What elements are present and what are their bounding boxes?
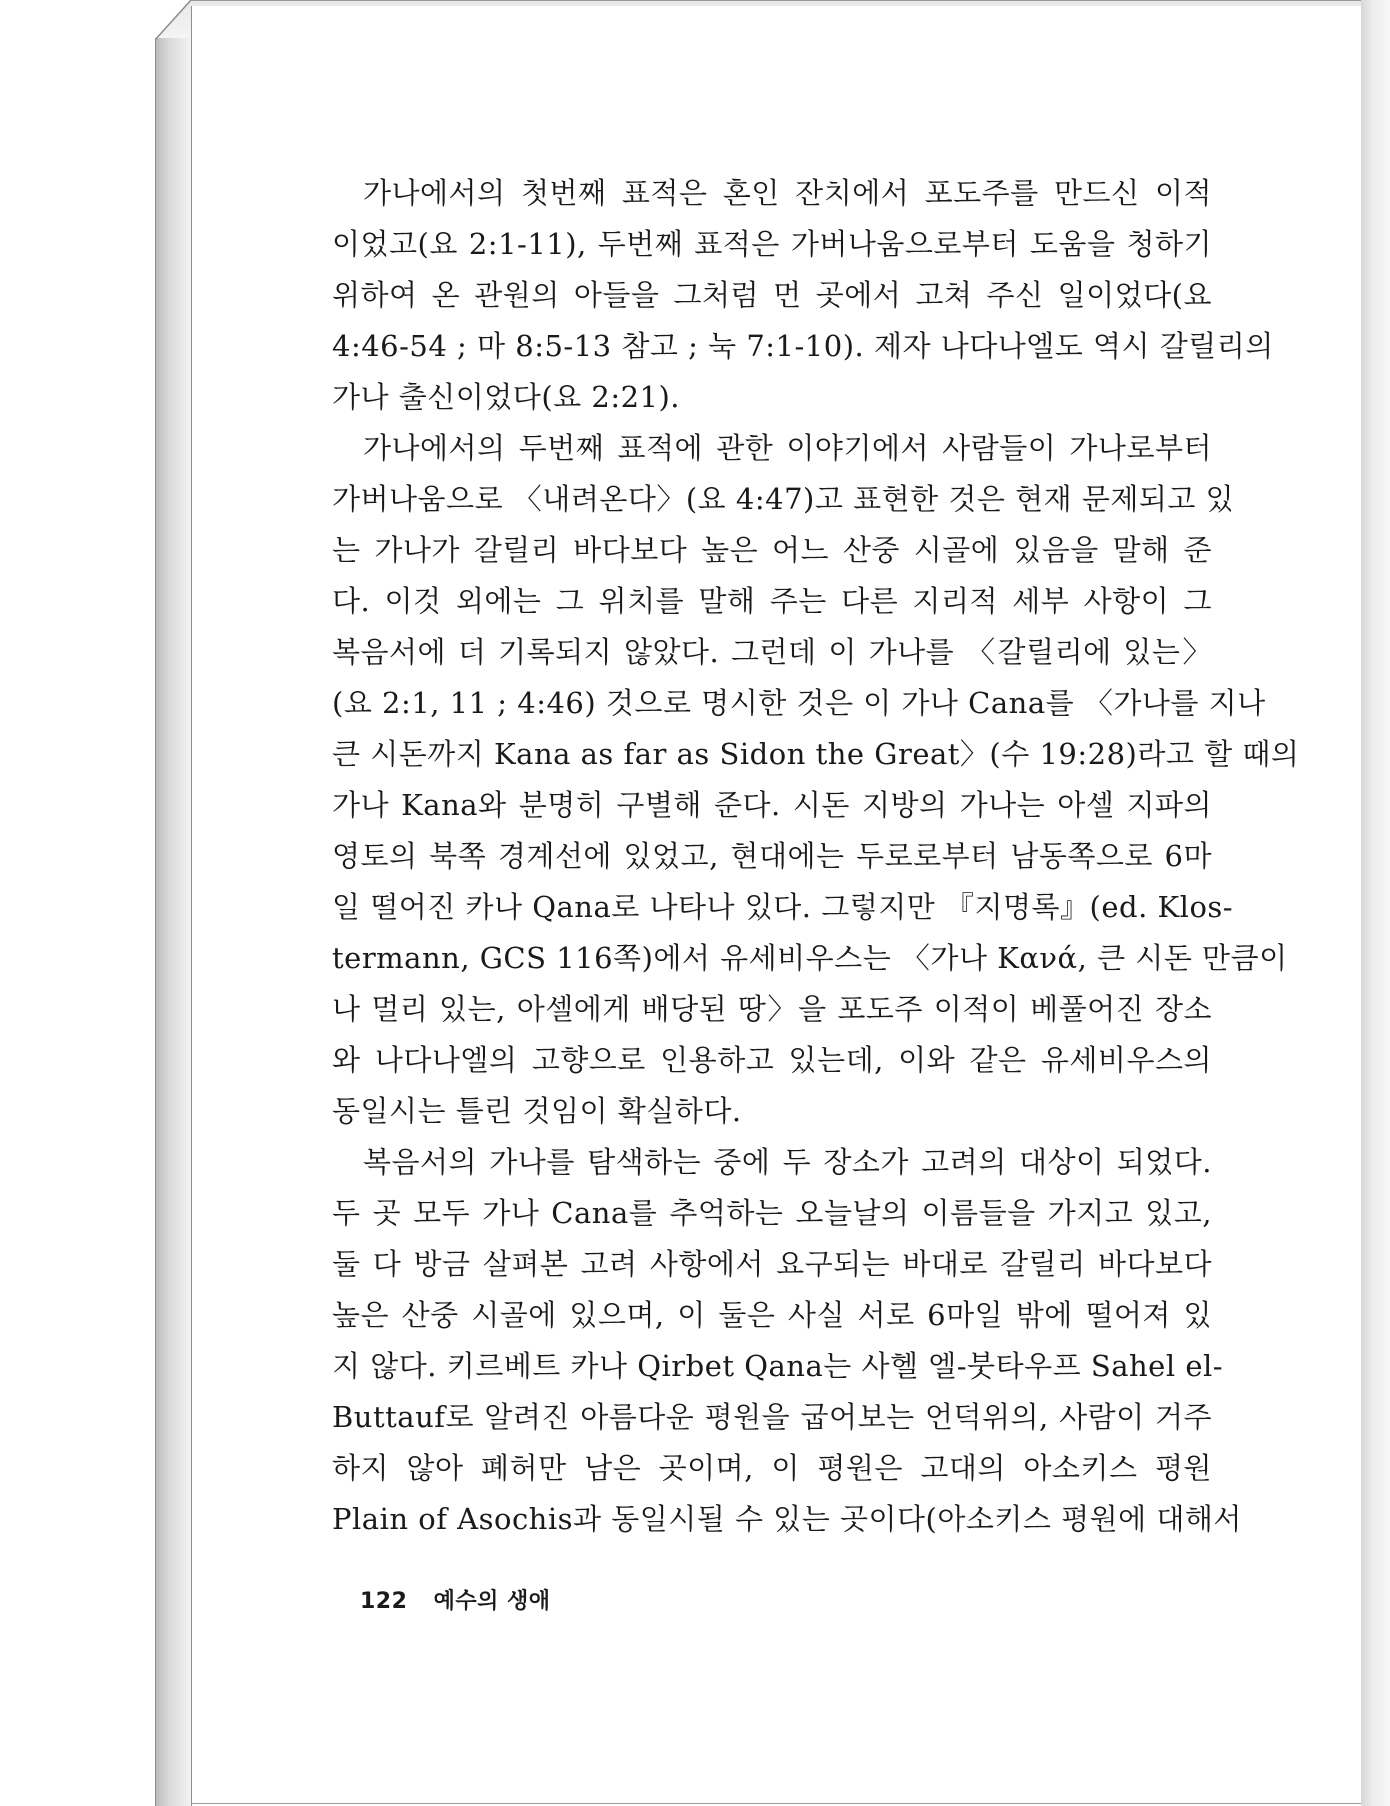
text-line: 지 않다. 키르베트 카나 Qirbet Qana는 사헬 엘-붓타우프 Sahel el- — [332, 1349, 1224, 1383]
text-line: Buttauf로 알려진 아름다운 평원을 굽어보는 언덕위의, 사람이 거주 — [332, 1400, 1212, 1434]
book-left-edge — [155, 38, 192, 1806]
paragraph — [332, 168, 1274, 423]
text-line: 가나 Kana와 분명히 구별해 준다. 시돈 지방의 가나는 아셀 지파의 — [332, 788, 1212, 822]
text-line: (요 2:1, 11 ; 4:46) 것으로 명시한 것은 이 가나 Cana를 〈가나를 지나 — [332, 686, 1266, 720]
text-line: 일 떨어진 카나 Qana로 나타나 있다. 그렇지만 『지명록』(ed. Klos- — [332, 890, 1234, 924]
text-line: 가나에서의 첫번째 표적은 혼인 잔치에서 포도주를 만드신 이적 — [363, 176, 1212, 210]
text-line: 큰 시돈까지 Kana as far as Sidon the Great〉(수 19:28)라고 할 때의 — [332, 737, 1300, 771]
text-line: 높은 산중 시골에 있으며, 이 둘은 사실 서로 6마일 밖에 떨어져 있 — [332, 1298, 1212, 1332]
text-line: 위하여 온 관원의 아들을 그처럼 먼 곳에서 고쳐 주신 일이었다(요 — [332, 278, 1212, 312]
text-line: 두 곳 모두 가나 Cana를 추억하는 오늘날의 이름들을 가지고 있고, — [332, 1196, 1212, 1230]
text-line: 둘 다 방금 살펴본 고려 사항에서 요구되는 바대로 갈릴리 바다보다 — [332, 1247, 1212, 1281]
text-line: 가나에서의 두번째 표적에 관한 이야기에서 사람들이 가나로부터 — [363, 431, 1212, 465]
text-line: 는 가나가 갈릴리 바다보다 높은 어느 산중 시골에 있음을 말해 준 — [332, 533, 1212, 567]
text-line: 동일시는 틀린 것임이 확실하다. — [332, 1094, 742, 1128]
text-line: 다. 이것 외에는 그 위치를 말해 주는 다른 지리적 세부 사항이 그 — [332, 584, 1212, 618]
paragraph — [332, 1137, 1242, 1545]
body-text — [332, 168, 1300, 1545]
page-bottom-line — [191, 1803, 1361, 1804]
text-line: 복음서에 더 기록되지 않았다. 그런데 이 가나를 〈갈릴리에 있는〉 — [332, 635, 1212, 669]
text-line: 복음서의 가나를 탐색하는 중에 두 장소가 고려의 대상이 되었다. — [363, 1145, 1212, 1179]
page-right-shadow — [1361, 0, 1390, 1806]
text-line: 와 나다나엘의 고향으로 인용하고 있는데, 이와 같은 유세비우스의 — [332, 1043, 1212, 1077]
running-title: 예수의 생애 — [433, 1589, 551, 1614]
text-line: 가나 출신이었다(요 2:21). — [332, 380, 681, 414]
book-top-edge-line — [191, 0, 1373, 1]
paragraph — [332, 423, 1300, 1137]
text-line: 4:46-54 ; 마 8:5-13 참고 ; 눅 7:1-10). 제자 나다나엘도 역시 갈릴리의 — [332, 329, 1274, 363]
text-line: 하지 않아 폐허만 남은 곳이며, 이 평원은 고대의 아소키스 평원 — [332, 1451, 1212, 1485]
text-line: 이었고(요 2:1-11), 두번째 표적은 가버나움으로부터 도움을 청하기 — [332, 227, 1212, 261]
text-line: termann, GCS 116쪽)에서 유세비우스는 〈가나 Κανά, 큰 시돈 만큼이 — [332, 941, 1288, 975]
text-line: 가버나움으로 〈내려온다〉(요 4:47)고 표현한 것은 현재 문제되고 있 — [332, 482, 1235, 516]
page-number: 122 — [360, 1589, 408, 1614]
text-line: Plain of Asochis과 동일시될 수 있는 곳이다(아소키스 평원에 대해서 — [332, 1502, 1242, 1536]
page-footer — [360, 1584, 551, 1615]
text-line: 나 멀리 있는, 아셀에게 배당된 땅〉을 포도주 이적이 베풀어진 장소 — [332, 992, 1212, 1026]
text-line: 영토의 북쪽 경계선에 있었고, 현대에는 두로로부터 남동쪽으로 6마 — [332, 839, 1212, 873]
